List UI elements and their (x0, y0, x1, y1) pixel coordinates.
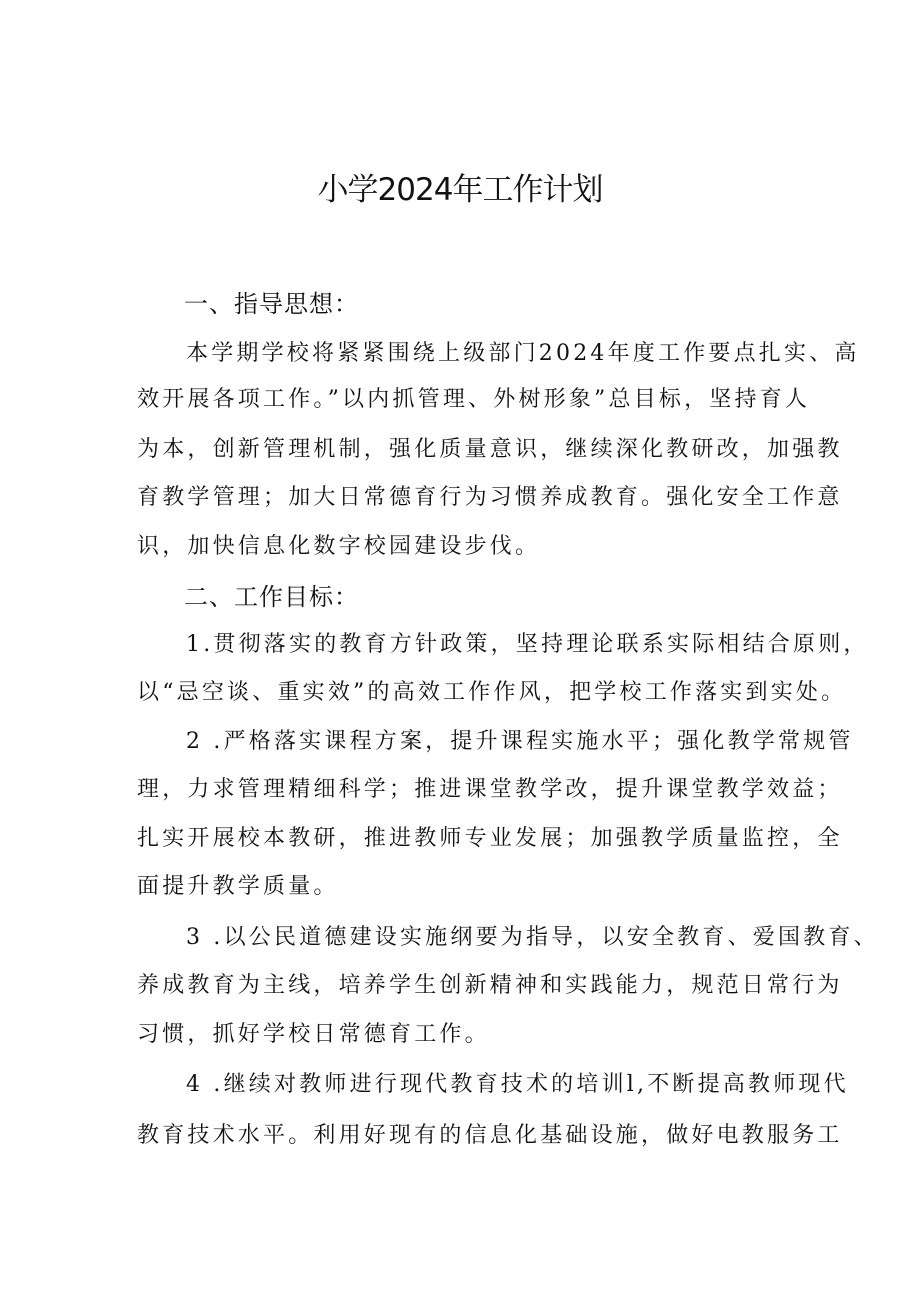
paragraph-line: 本学期学校将紧紧围绕上级部门2024年度工作要点扎实、高 (186, 341, 860, 366)
goal-item-line: 1.贯彻落实的教育方针政策，坚持理论联系实际相结合原则， (186, 632, 869, 657)
goal-item-line: 教育技术水平。利用好现有的信息化基础设施，做好电教服务工 (137, 1123, 843, 1148)
paragraph-line: 育教学管理；加大日常德育行为习惯养成教育。强化安全工作意 (137, 485, 843, 510)
goal-item-line: 习惯，抓好学校日常德育工作。 (137, 1022, 490, 1047)
section-heading-work-goals: 二、工作目标： (184, 583, 359, 611)
document-title: 小学2024年工作计划 (317, 172, 603, 208)
goal-item-line: 4 .继续对教师进行现代教育技术的培训l,不断提高教师现代 (186, 1072, 849, 1097)
goal-item-line: 3 .以公民道德建设实施纲要为指导，以安全教育、爱国教育、 (186, 925, 879, 950)
goal-item-line: 理，力求管理精细科学；推进课堂教学改，提升课堂教学效益； (137, 777, 843, 802)
goal-item-line: 面提升教学质量。 (137, 874, 339, 899)
goal-item-line: 2 .严格落实课程方案，提升课程实施水平；强化教学常规管 (186, 729, 854, 754)
goal-item-line: 养成教育为主线，培养学生创新精神和实践能力，规范日常行为 (137, 973, 843, 998)
paragraph-line: 识，加快信息化数字校园建设步伐。 (137, 534, 541, 559)
paragraph-line: 为本，创新管理机制，强化质量意识，继续深化教研改，加强教 (137, 437, 843, 462)
section-heading-guiding-ideology: 一、指导思想： (184, 290, 359, 318)
paragraph-line: 效开展各项工作。”以内抓管理、外树形象”总目标，坚持育人 (137, 387, 811, 412)
goal-item-line: 扎实开展校本教研，推进教师专业发展；加强教学质量监控，全 (137, 826, 843, 851)
goal-item-line: 以“忌空谈、重实效”的高效工作作风，把学校工作落实到实处。 (137, 680, 847, 705)
